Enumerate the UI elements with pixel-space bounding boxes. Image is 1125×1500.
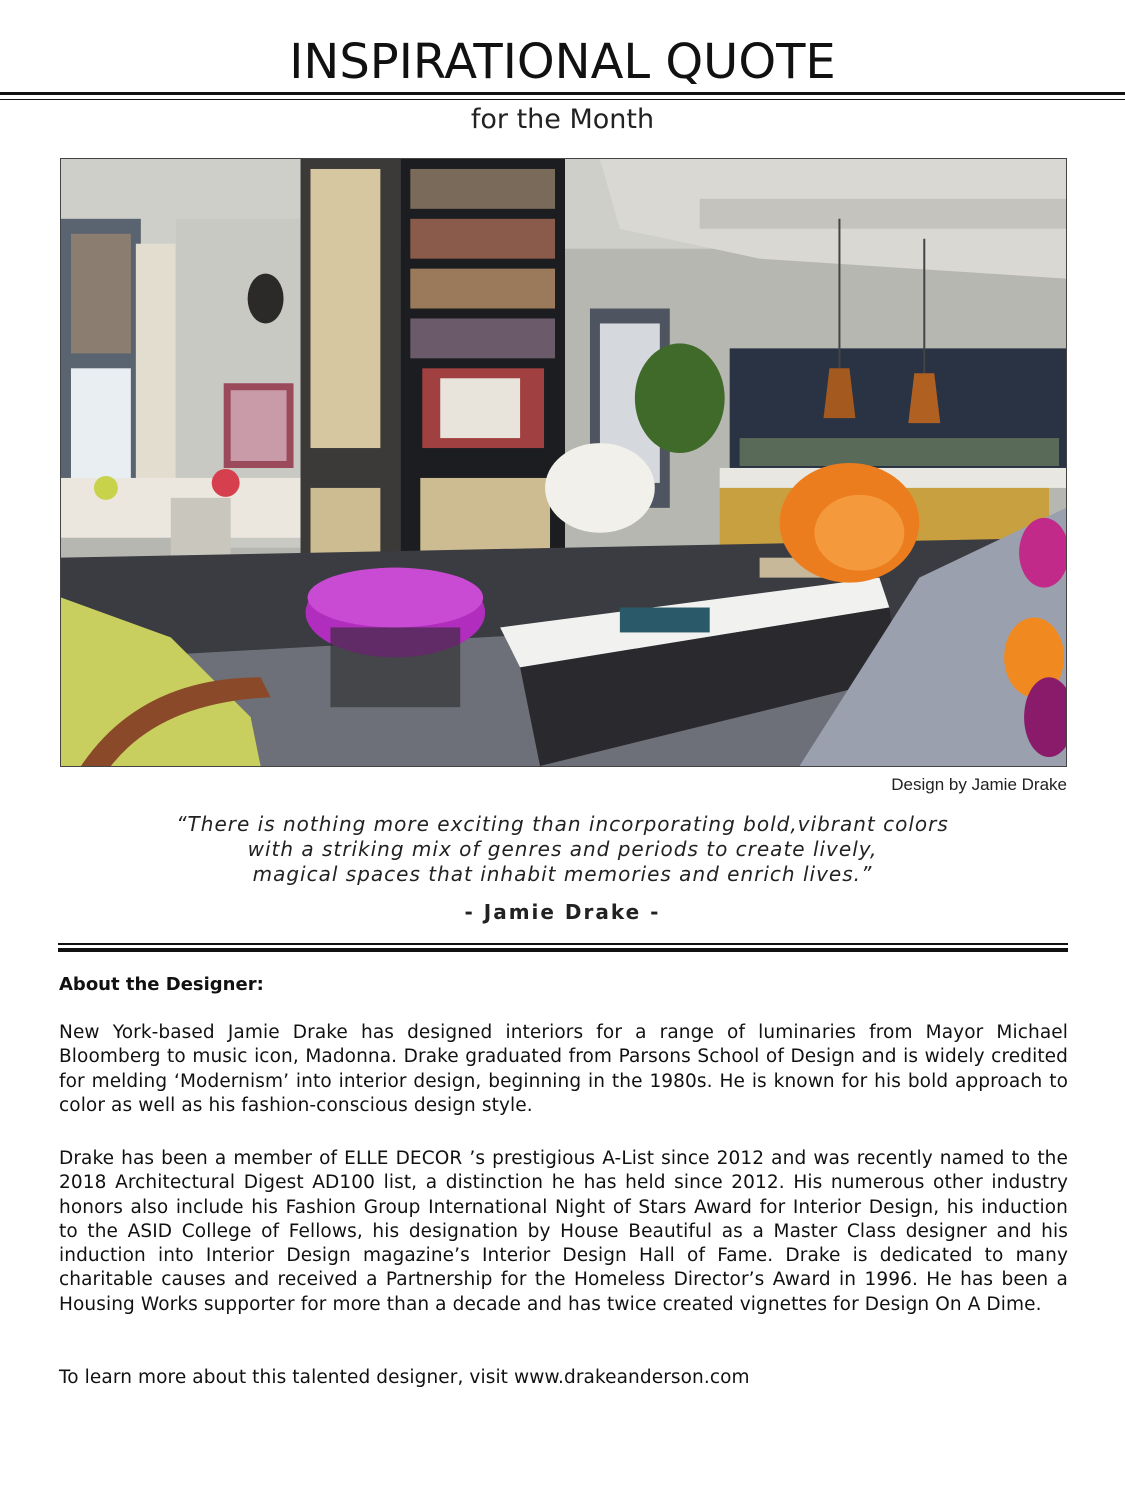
about-paragraph-3: To learn more about this talented designer, visit www.drakeanderson.com <box>59 1367 750 1388</box>
quote-line: with a striking mix of genres and periods to create lively, <box>247 837 878 861</box>
about-heading: About the Designer: <box>59 974 264 995</box>
interior-photo <box>60 158 1067 767</box>
about-paragraph-1: New York-based Jamie Drake has designed interiors for a range of luminaries from Mayor Michael Bloomberg to music icon, Madonna. Drake graduated from Parsons School of Design and is widely credited for melding ‘Modernism’ into interior design, beginning in the 1980s. He is known for his bold approach to color as well as his fashion-conscious design style. <box>59 1022 1068 1116</box>
section-rule-thin <box>58 943 1068 945</box>
header-rule-thin <box>0 99 1125 100</box>
photo-credit: Design by Jamie Drake <box>891 775 1067 794</box>
section-rule-thick <box>58 948 1068 952</box>
header-rule-thick <box>0 92 1125 95</box>
quote-author: - Jamie Drake - <box>464 900 661 924</box>
quote-line: magical spaces that inhabit memories and enrich lives.” <box>252 862 873 886</box>
quote-line: “There is nothing more exciting than incorporating bold,vibrant colors <box>176 812 949 836</box>
page-subtitle: for the Month <box>470 104 655 135</box>
living-room-illustration <box>61 159 1066 766</box>
page-title: INSPIRATIONAL QUOTE <box>289 34 836 90</box>
inspirational-quote <box>120 812 1005 887</box>
about-paragraph-2: Drake has been a member of ELLE DECOR ’s prestigious A-List since 2012 and was recently named to the 2018 Architectural Digest AD100 list, a distinction he has held since 2012. His numerous other industry honors also include his Fashion Group International Night of Stars Award for Interior Design, his induction to the ASID College of Fellows, his designation by House Beautiful as a Master Class designer and his induction into Interior Design magazine’s Interior Design Hall of Fame. Drake is dedicated to many charitable causes and received a Partnership for the Homeless Director’s Award in 1996. He has been a Housing Works supporter for more than a decade and has twice created vignettes for Design On A Dime. <box>59 1148 1068 1315</box>
